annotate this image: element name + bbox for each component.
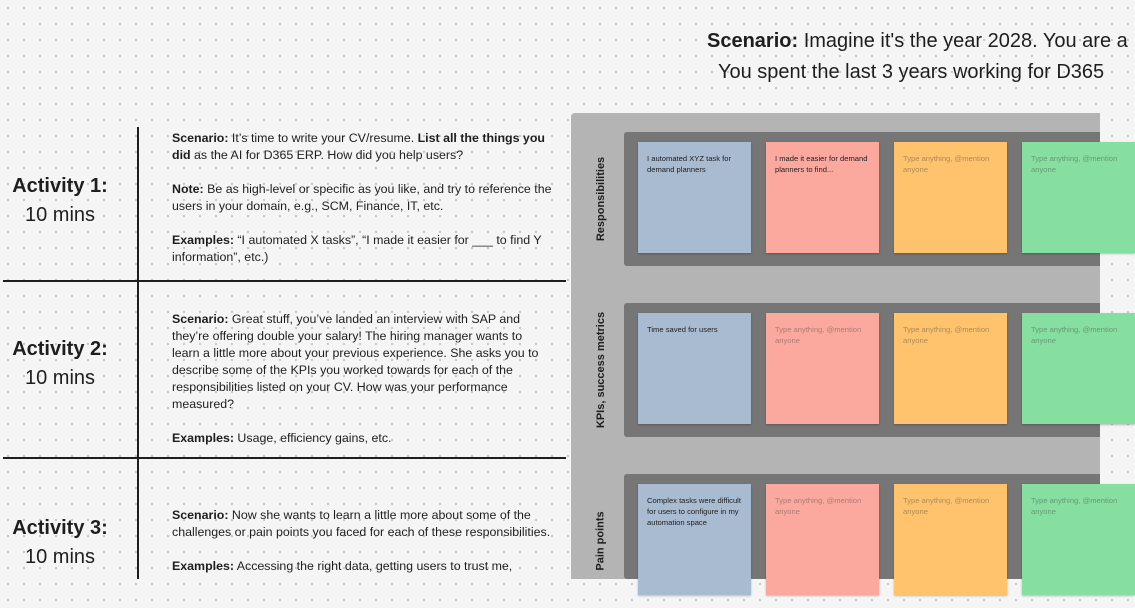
activity-1-title-block[interactable] — [0, 175, 120, 227]
sticky-note-placeholder[interactable] — [1022, 142, 1135, 253]
activity-3-instructions[interactable] — [172, 507, 552, 592]
activity-2-instructions[interactable] — [172, 311, 552, 464]
activity-2-scenario-label: Scenario: — [172, 312, 229, 326]
sticky-note-placeholder[interactable] — [766, 313, 879, 424]
activity-2-title-block[interactable] — [0, 338, 120, 390]
activity-3-examples-label: Examples: — [172, 559, 234, 573]
row-label-text: Pain points — [595, 511, 607, 571]
sticky-note[interactable] — [638, 313, 751, 424]
sticky-note-placeholder[interactable] — [894, 313, 1007, 424]
activity-1-note-text: Be as high-level or specific as you like, and try to reference the users in your domain, e.g., SCM, Finance, IT, etc. — [172, 182, 552, 213]
row-label-responsibilities[interactable] — [590, 132, 612, 266]
scenario-heading-line-1[interactable] — [707, 30, 1128, 53]
sticky-note-placeholder-text: Type anything, @mention anyone — [903, 154, 990, 174]
sticky-note-placeholder-text: Type anything, @mention anyone — [1031, 154, 1118, 174]
activity-3-examples-text: Accessing the right data, getting users to trust me, — [233, 559, 513, 573]
scenario-heading-line-2[interactable] — [718, 61, 1104, 84]
row-label-text: Responsibilities — [595, 156, 608, 242]
sticky-note-placeholder[interactable] — [894, 142, 1007, 253]
sticky-note-placeholder[interactable] — [1022, 313, 1135, 424]
sticky-note[interactable] — [766, 142, 879, 253]
activity-1-title: Activity 1: — [12, 175, 108, 197]
activity-1-scenario-label: Scenario: — [172, 131, 229, 145]
row-label-kpis[interactable] — [590, 303, 612, 437]
activity-3-title-block[interactable] — [0, 517, 120, 569]
activity-1-examples-label: Examples: — [172, 233, 234, 247]
activity-3-scenario-label: Scenario: — [172, 508, 229, 522]
activity-3-duration: 10 mins — [24, 546, 96, 568]
activity-1-instructions[interactable] — [172, 130, 552, 283]
activity-1-scenario-text-b: as the AI for D365 ERP. How did you help users? — [190, 148, 464, 162]
activity-2-duration: 10 mins — [24, 367, 96, 389]
sticky-note-placeholder-text: Type anything, @mention anyone — [903, 496, 990, 516]
activity-1-scenario-text-a: It’s time to write your CV/resume. — [228, 131, 418, 145]
activity-3-scenario-text: Now she wants to learn a little more about some of the challenges or pain points you faced for each of these responsibilities. — [172, 508, 551, 539]
sticky-note-placeholder-text: Type anything, @mention anyone — [903, 325, 990, 345]
activity-2-title: Activity 2: — [12, 338, 108, 360]
row-label-pain-points[interactable] — [590, 474, 612, 608]
activity-2-examples-text: Usage, efficiency gains, etc. — [233, 431, 392, 445]
sticky-note-placeholder-text: Type anything, @mention anyone — [775, 325, 862, 345]
sticky-note[interactable] — [638, 484, 751, 595]
activity-2-examples-label: Examples: — [172, 431, 234, 445]
activity-3-title: Activity 3: — [12, 517, 108, 539]
activity-1-duration: 10 mins — [24, 204, 96, 226]
sticky-note-text: I made it easier for demand planners to find... — [775, 154, 868, 174]
activity-2-scenario-text: Great stuff, you’ve landed an interview with SAP and they’re offering double your salary! The hiring manager wants to learn a little more about your previous experience. She asks you to describe some of the KPIs you worked towards for each of the responsibilities listed on your CV. How was your performance measured? — [172, 312, 539, 411]
scenario-heading-text: Imagine it's the year 2028. You are a — [798, 30, 1128, 52]
sticky-note-text: Time saved for users — [647, 325, 718, 334]
sticky-note-placeholder-text: Type anything, @mention anyone — [1031, 496, 1118, 516]
activity-1-scenario-text-bold: List all the things you did — [172, 131, 545, 162]
sticky-note[interactable] — [638, 142, 751, 253]
sticky-note-text: Complex tasks were difficult for users to configure in my automation space — [647, 496, 741, 527]
scenario-heading-text-2: You spent the last 3 years working for D365 — [718, 61, 1105, 83]
scenario-heading-label: Scenario: — [707, 30, 799, 52]
sticky-note-placeholder-text: Type anything, @mention anyone — [775, 496, 862, 516]
sticky-note-placeholder[interactable] — [1022, 484, 1135, 595]
sticky-note-placeholder[interactable] — [766, 484, 879, 595]
sticky-note-placeholder-text: Type anything, @mention anyone — [1031, 325, 1118, 345]
table-vertical-divider — [137, 127, 139, 579]
sticky-note-placeholder[interactable] — [894, 484, 1007, 595]
activity-1-note-label: Note: — [172, 182, 204, 196]
activity-1-examples-text: “I automated X tasks”, “I made it easier for ___ to find Y information”, etc.) — [172, 233, 542, 264]
row-label-text: KPIs, success metrics — [595, 311, 607, 429]
sticky-note-text: I automated XYZ task for demand planners — [647, 154, 731, 174]
